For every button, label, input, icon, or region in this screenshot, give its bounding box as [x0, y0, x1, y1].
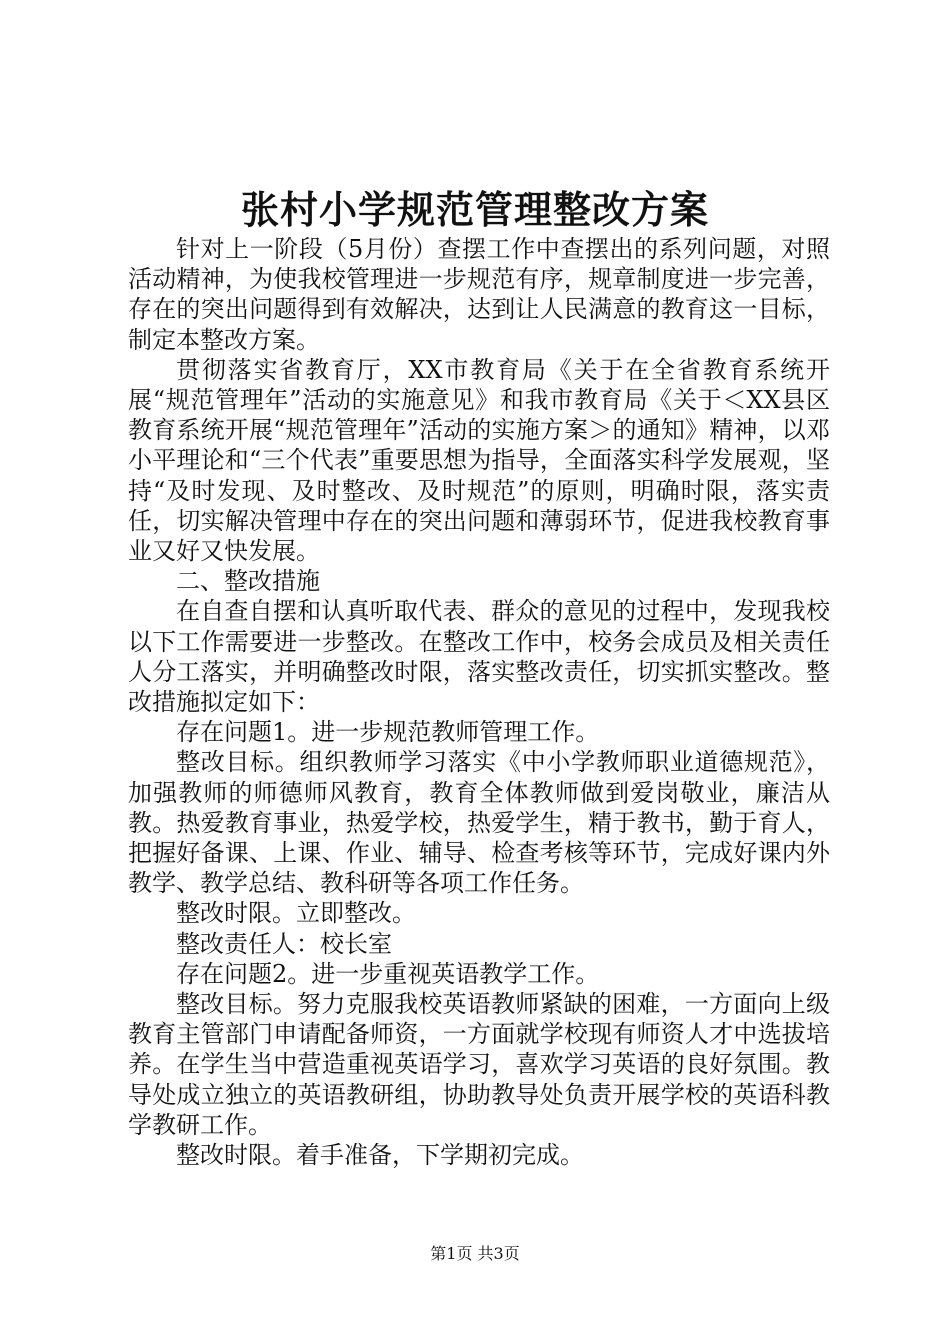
section-heading-measures: 二、整改措施 [176, 567, 320, 596]
paragraph-intro: 针对上一阶段（5月份）查摆工作中查摆出的系列问题，对照活动精神，为使我校管理进一步规范有序，规章制度进一步完善，存在的突出问题得到有效解决，达到让人民满意的教育这一目标，制定本整改方案。 [128, 235, 830, 354]
issue-1-responsible: 整改责任人：校长室 [176, 929, 392, 958]
issue-1-goal: 整改目标。组织教师学习落实《中小学教师职业道德规范》，加强教师的师德师风教育，教育全体教师做到爱岗敬业，廉洁从教。热爱教育事业，热爱学校，热爱学生，精于教书，勤于育人，把握好备课、上课、作业、辅导、检查考核等环节，完成好课内外教学、教学总结、教科研等各项工作任务。 [128, 748, 830, 898]
document-title: 张村小学规范管理整改方案 [240, 187, 709, 232]
document-body [128, 234, 830, 1170]
issue-1-deadline: 整改时限。立即整改。 [176, 899, 416, 928]
page-footer: 第1页 共3页 [430, 1244, 520, 1263]
issue-2-goal: 整改目标。努力克服我校英语教师紧缺的困难，一方面向上级教育主管部门申请配备师资，一方面就学校现有师资人才中选拔培养。在学生当中营造重视英语学习，喜欢学习英语的良好氛围。教导处成立独立的英语教研组，协助教导处负责开展学校的英语科教学教研工作。 [128, 990, 830, 1139]
paragraph-guiding-principle: 贯彻落实省教育厅，XX市教育局《关于在全省教育系统开展“规范管理年”活动的实施意见》和我市教育局《关于＜XX县区教育系统开展“规范管理年”活动的实施方案＞的通知》精神，以邓小平理论和“三个代表”重要思想为指导，全面落实科学发展观，坚持“及时发现、及时整改、及时规范”的原则，明确时限，落实责任，切实解决管理中存在的突出问题和薄弱环节，促进我校教育事业又好又快发展。 [128, 355, 830, 566]
issue-2-heading: 存在问题2。进一步重视英语教学工作。 [176, 959, 600, 988]
issue-2-deadline: 整改时限。着手准备，下学期初完成。 [176, 1141, 584, 1170]
issue-1-heading: 存在问题1。进一步规范教师管理工作。 [176, 718, 600, 747]
paragraph-measures-intro: 在自查自摆和认真听取代表、群众的意见的过程中，发现我校以下工作需要进一步整改。在整改工作中，校务会成员及相关责任人分工落实，并明确整改时限，落实整改责任，切实抓实整改。整改措施拟定如下： [128, 597, 830, 717]
